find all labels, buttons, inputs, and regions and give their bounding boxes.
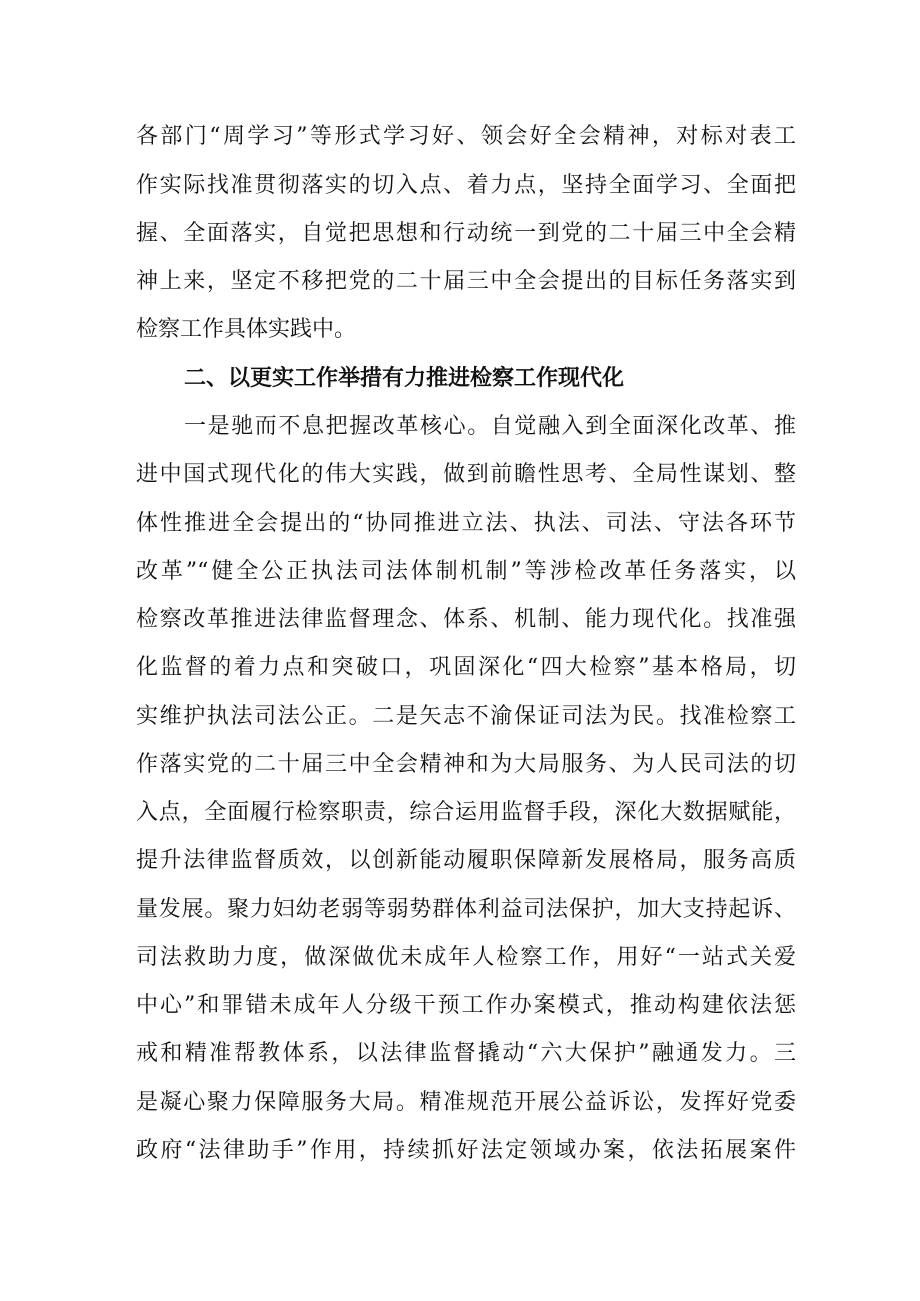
paragraph-line: 各部门“周学习”等形式学习好、领会好全会精神，对标对表工 [136,124,796,149]
paragraph-line: 戒和精准帮教体系，以法律监督撬动“六大保护”融通发力。三 [136,1041,796,1066]
paragraph-line: 进中国式现代化的伟大实践，做到前瞻性思考、全局性谋划、整 [136,462,796,487]
paragraph-line: 一是驰而不息把握改革核心。自觉融入到全面深化改革、推 [184,414,796,439]
paragraph-line: 入点，全面履行检察职责，综合运用监督手段，深化大数据赋能， [136,800,796,825]
paragraph-line: 神上来，坚定不移把党的二十届三中全会提出的目标任务落实到 [136,269,796,294]
paragraph-line: 改革”“健全公正执法司法体制机制”等涉检改革任务落实，以 [136,559,796,584]
paragraph-line: 实维护执法司法公正。二是矢志不渝保证司法为民。找准检察工 [136,704,796,729]
paragraph-line: 作落实党的二十届三中全会精神和为大局服务、为人民司法的切 [136,752,796,777]
paragraph-line: 检察改革推进法律监督理念、体系、机制、能力现代化。找准强 [136,607,796,632]
paragraph-line: 检察工作具体实践中。 [136,317,357,342]
paragraph-line: 体性推进全会提出的“协同推进立法、执法、司法、守法各环节 [136,511,796,536]
paragraph-line: 司法救助力度，做深做优未成年人检察工作，用好“一站式关爱 [136,945,796,970]
paragraph-line: 握、全面落实，自觉把思想和行动统一到党的二十届三中全会精 [136,221,796,246]
paragraph-line: 提升法律监督质效，以创新能动履职保障新发展格局，服务高质 [136,848,796,873]
paragraph-line: 作实际找准贯彻落实的切入点、着力点，坚持全面学习、全面把 [136,173,796,198]
section-heading: 二、以更实工作举措有力推进检察工作现代化 [184,366,625,391]
paragraph-line: 化监督的着力点和突破口，巩固深化“四大检察”基本格局，切 [136,655,796,680]
paragraph-line: 是凝心聚力保障服务大局。精准规范开展公益诉讼，发挥好党委 [136,1090,796,1115]
paragraph-line: 量发展。聚力妇幼老弱等弱势群体利益司法保护，加大支持起诉、 [136,897,796,922]
paragraph-line: 中心”和罪错未成年人分级干预工作办案模式，推动构建依法惩 [136,993,796,1018]
paragraph-line: 政府“法律助手”作用，持续抓好法定领域办案，依法拓展案件 [136,1138,796,1163]
